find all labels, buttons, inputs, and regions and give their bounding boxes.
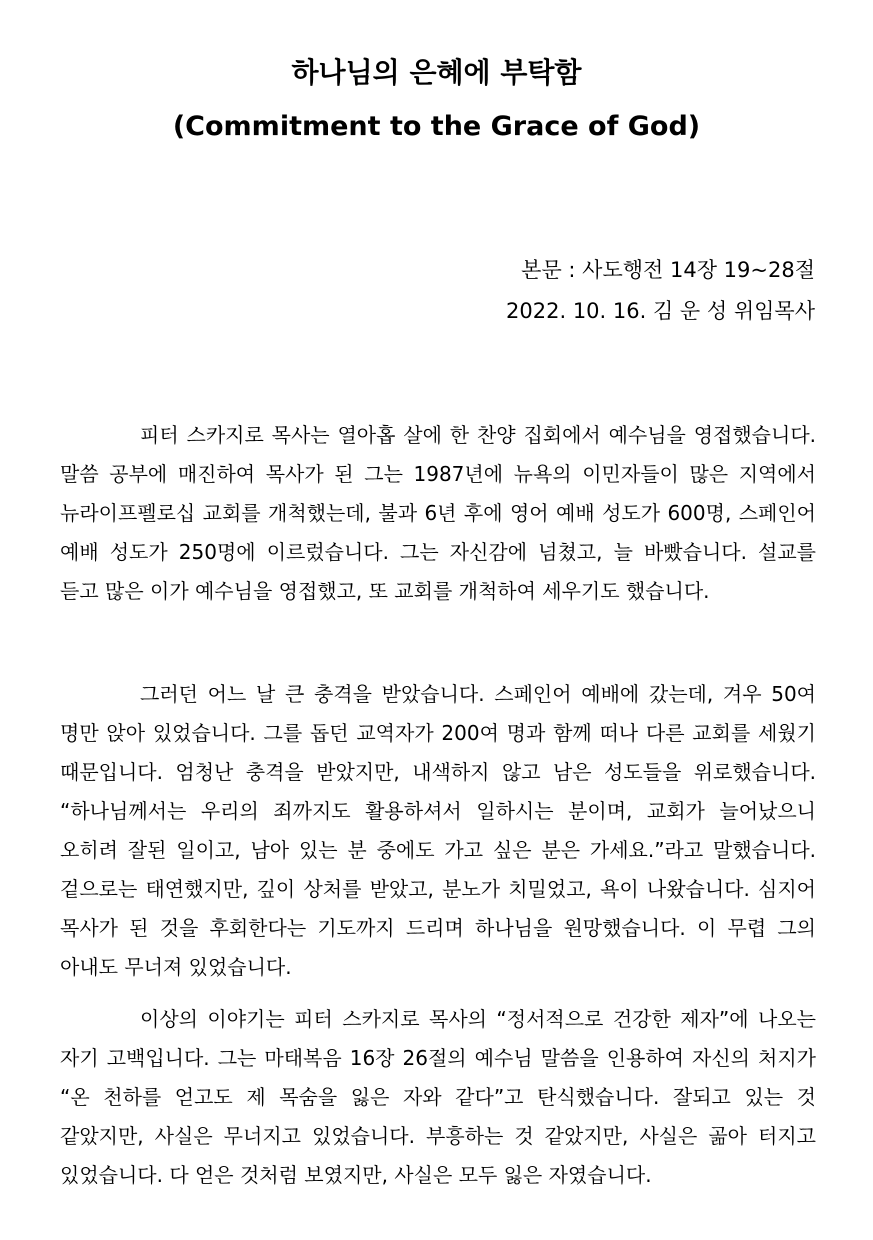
body-paragraph-2: 그러던 어느 날 큰 충격을 받았습니다. 스페인어 예배에 갔는데, 겨우 50여 명만 앉아 있었습니다. 그를 돕던 교역자가 200여 명과 함께 떠나 다른 교회를 세웠기 때문입니다. 엄청난 충격을 받았지만, 내색하지 않고 남은 성도들을 위로했습니다. “하나님께서는 우리의 죄까지도 활용하셔서 일하시는 분이며, 교회가 늘어났으니 오히려 잘된 일이고, 남아 있는 분 중에도 가고 싶은 분은 가세요.”라고 말했습니다. 겉으로는 태연했지만, 깊이 상처를 받았고, 분노가 치밀었고, 욕이 나왔습니다. 심지어 목사가 된 것을 후회한다는 기도까지 드리며 하나님을 원망했습니다. 이 무렵 그의 아내도 무너져 있었습니다. — [60, 682, 816, 979]
document-title: 하나님의 은혜에 부탁함 — [291, 56, 582, 89]
date-preacher: 2022. 10. 16. 김 운 성 위임목사 — [506, 299, 815, 323]
document-subtitle: (Commitment to the Grace of God) — [172, 111, 701, 142]
body-paragraph-1: 피터 스카지로 목사는 열아홉 살에 한 찬양 집회에서 예수님을 영접했습니다. 말씀 공부에 매진하여 목사가 된 그는 1987년에 뉴욕의 이민자들이 많은 지역에서 뉴라이프펠로십 교회를 개척했는데, 불과 6년 후에 영어 예배 성도가 600명, 스페인어 예배 성도가 250명에 이르렀습니다. 그는 자신감에 넘쳤고, 늘 바빴습니다. 설교를 듣고 많은 이가 예수님을 영접했고, 또 교회를 개척하여 세우기도 했습니다. — [60, 423, 816, 603]
scripture-reference: 본문 : 사도행전 14장 19~28절 — [521, 258, 815, 282]
body-paragraph-3: 이상의 이야기는 피터 스카지로 목사의 “정서적으로 건강한 제자”에 나오는 자기 고백입니다. 그는 마태복음 16장 26절의 예수님 말씀을 인용하여 자신의 처지가 “온 천하를 얻고도 제 목숨을 잃은 자와 같다”고 탄식했습니다. 잘되고 있는 것 같았지만, 사실은 무너지고 있었습니다. 부흥하는 것 같았지만, 사실은 곪아 터지고 있었습니다. 다 얻은 것처럼 보였지만, 사실은 모두 잃은 자였습니다. — [60, 1007, 816, 1187]
